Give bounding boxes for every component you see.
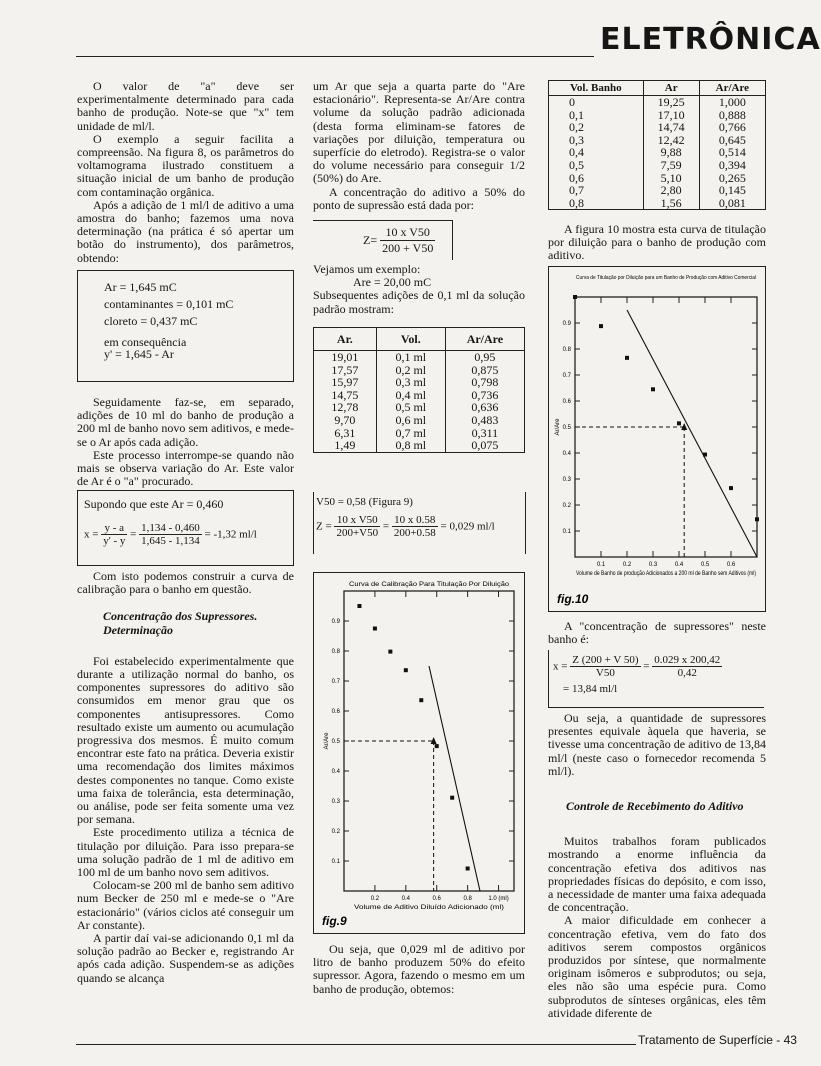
x-axis-label: Volume de Aditivo Diluído Adicionado (ml) [354, 905, 505, 911]
table-cell: 0,766 [699, 121, 765, 134]
column-3-lower [548, 712, 766, 1020]
table-row [549, 121, 766, 134]
table-cell: 2,80 [643, 184, 699, 197]
titration-table [313, 327, 525, 453]
data-point [755, 517, 759, 521]
paragraph: Este procedimento utiliza a técnica de titulação por diluição. Para isso prepara-se uma solução padrão de 1 ml de aditivo em 100 ml de um banho novo sem aditivos. [77, 825, 294, 880]
data-point [625, 356, 629, 360]
table-cell: 0,1 [549, 109, 644, 122]
numerator: 10 x V50 [334, 514, 380, 527]
paragraph: um Ar que seja a quarta parte do "Are estacionário". Representa-se Ar/Are contra volume da solução padrão adicionada (desta forma eliminam-se fatores de variações por diluição, temperatura ou superfície do eletrodo). Registra-se o valor do volume necessário para conseguir 1/2 (50%) do Are. [313, 79, 525, 186]
table-cell: 0,7 [549, 184, 644, 197]
numerator: 0.029 x 200,42 [654, 654, 721, 666]
x-tick-label: 0.3 [648, 562, 658, 568]
figure-caption: fig.9 [322, 914, 347, 928]
y-tick-label: 0.9 [331, 619, 340, 625]
table-cell: 5,10 [643, 172, 699, 185]
column-header: Vol. [376, 328, 445, 351]
y-tick-label: 0.1 [331, 859, 340, 865]
formula-box-x2 [548, 650, 764, 708]
figure-9 [313, 572, 525, 934]
table-cell: 0,95 [445, 351, 524, 364]
table-cell: 0,2 [549, 121, 644, 134]
data-point [419, 698, 423, 702]
formula-lhs: Z = [316, 520, 332, 533]
formula-lhs: x = [84, 528, 99, 541]
table-cell: 0,2 ml [376, 364, 445, 377]
paragraph: O exemplo a seguir facilita a compreensão. Na figura 8, os parâmetros do voltamograma ilustrado constituem a situação inicial de um banho de produção com contaminação orgânica. [77, 131, 294, 199]
column-1-mid [77, 396, 294, 488]
box-line: em consequência [104, 335, 187, 349]
table-cell: 1,56 [643, 197, 699, 210]
paragraph: Colocam-se 200 ml de banho sem aditivo num Becker de 250 ml e mede-se o "Are estacionário" (vários ciclos até conseguir um Ar constante). [77, 878, 294, 932]
y-tick-label: 0.5 [562, 425, 571, 431]
data-point [404, 668, 408, 672]
data-point [357, 604, 361, 608]
x-tick-label: 0.4 [674, 562, 684, 568]
y-tick-label: 0.9 [562, 321, 571, 327]
y-tick-label: 0.8 [331, 649, 340, 655]
paragraph: Ou seja, a quantidade de supressores presentes equivale àquela que haveria, se tivesse uma concentração de aditivo de 13,84 ml/l (neste caso o fornecedor recomenda 5 ml/l). [548, 711, 766, 778]
table-row [549, 96, 766, 109]
denominator: y' - y [103, 535, 126, 547]
table-cell: 0,1 ml [376, 351, 445, 364]
equals: = [130, 528, 137, 541]
table-cell: 0,483 [445, 414, 524, 427]
paragraph: O valor de "a" deve ser experimentalmente determinado para cada banho de produção. Note-se que "x" tem unidade de ml/l. [77, 79, 294, 133]
section-title-line: Concentração dos Supressores. [103, 609, 258, 624]
formula-box-z [313, 220, 453, 260]
production-table [548, 80, 766, 210]
data-point [651, 387, 655, 391]
x-tick-label: 0.8 [463, 896, 472, 902]
formula-box-v50 [313, 492, 526, 554]
figure-caption: fig.10 [557, 592, 589, 606]
paragraph: Subsequentes adições de 0,1 ml da solução padrão mostram: [313, 288, 525, 316]
column-3-mid [548, 620, 766, 646]
fraction [380, 225, 435, 256]
table-cell: 0,798 [445, 376, 524, 389]
data-point [450, 796, 454, 800]
fraction [652, 654, 722, 679]
table-cell: 0,5 ml [376, 401, 445, 414]
table-cell: 12,78 [314, 401, 377, 414]
paragraph: A figura 10 mostra esta curva de titulação por diluição para o banho de produção com aditivo. [548, 222, 766, 263]
table-cell: 0,3 [549, 134, 644, 147]
box-line: = 13,84 ml/l [563, 683, 618, 695]
section-title [77, 610, 294, 636]
table-row [549, 184, 766, 197]
paragraph: Após a adição de 1 ml/l de aditivo a uma amostra do banho; fazemos uma nova determinação (na prática é só apertar um botão do instrumento), dos parâmetros, obtendo: [77, 197, 294, 265]
equals: = [382, 520, 390, 533]
table-cell: 0,311 [445, 427, 524, 440]
x-tick-label: 0.6 [432, 896, 441, 902]
column-header: Vol. Banho [549, 81, 644, 96]
magazine-title: ELETRÔNICA [600, 22, 821, 57]
fraction [392, 514, 438, 539]
formula-box-x [77, 490, 294, 566]
table-cell: 0,8 ml [376, 439, 445, 452]
table-cell: 0,736 [445, 389, 524, 402]
formula [84, 522, 289, 547]
fraction [570, 654, 640, 679]
table-cell: 0,514 [699, 146, 765, 159]
box-line: Supondo que este Ar = 0,460 [84, 497, 224, 511]
fig9-chart [314, 573, 524, 933]
table-cell: 19,25 [643, 96, 699, 109]
table-cell: 0,875 [445, 364, 524, 377]
y-tick-label: 0.3 [562, 477, 571, 483]
y-tick-label: 0.1 [562, 529, 571, 535]
y-tick-label: 0.3 [331, 799, 340, 805]
column-3-top [548, 223, 766, 263]
x-tick-label: 0.4 [401, 896, 410, 902]
y-tick-label: 0.7 [562, 373, 571, 379]
data-point [677, 421, 681, 425]
formula-result: = 0,029 ml/l [440, 520, 495, 533]
denominator: V50 [595, 667, 615, 679]
paragraph: Are = 20,00 mC [353, 275, 432, 290]
numerator: Z (200 + V 50) [572, 654, 639, 666]
fraction [139, 522, 202, 547]
y-tick-label: 0.2 [331, 829, 340, 835]
table-cell: 0,645 [699, 134, 765, 147]
column-2-example [313, 263, 525, 316]
table-cell: 0,636 [445, 401, 524, 414]
x-tick-label: 0.1 [596, 562, 606, 568]
table-cell: 0,7 ml [376, 427, 445, 440]
box-line: V50 = 0,58 (Figura 9) [316, 496, 413, 508]
numerator: 1,134 - 0,460 [141, 522, 200, 534]
footer-text: Tratamento de Superfície - 43 [638, 1033, 797, 1047]
table-cell: 9,88 [643, 146, 699, 159]
result-box [77, 270, 294, 382]
column-2 [313, 80, 525, 212]
fraction [334, 514, 380, 539]
denominator: 200+0.58 [393, 527, 436, 539]
y-tick-label: 0.6 [562, 399, 571, 405]
table-cell: 0,8 [549, 197, 644, 210]
y-tick-label: 0.6 [331, 709, 340, 715]
fit-line [627, 310, 757, 557]
x-axis-label: Volume de Banho de produção Adicionados a 200 ml de Banho sem Aditivos (ml) [576, 571, 756, 577]
table-cell: 0,6 ml [376, 414, 445, 427]
paragraph: A "concentração de supressores" neste banho é: [548, 619, 766, 647]
table-row [314, 376, 525, 389]
table-cell: 0,5 [549, 159, 644, 172]
table-cell: 0,145 [699, 184, 765, 197]
x-tick-label: 1.0 (ml) [488, 896, 509, 902]
box-line: contaminantes = 0,101 mC [104, 297, 234, 311]
table-cell: 0,3 ml [376, 376, 445, 389]
y-tick-label: 0.7 [331, 679, 340, 685]
y-axis-label: Ar/Are [555, 418, 561, 436]
header-rule [76, 56, 594, 57]
data-point [466, 867, 470, 871]
numerator: 10 x V50 [380, 225, 435, 241]
column-1 [77, 80, 294, 265]
column-header: Ar [643, 81, 699, 96]
data-point [573, 295, 577, 299]
paragraph: Ou seja, que 0,029 ml de aditivo por litro de banho produzem 50% do efeito supressor. Agora, fazendo o mesmo em um banho de produção, obtemos: [313, 942, 525, 996]
chart-title: Curva de Titulação por Diluição para um Banho de Produção com Aditivo Comercial [576, 275, 756, 281]
table-row [549, 159, 766, 172]
chart-title: Curva de Calibração Para Titulação Por Diluição [349, 581, 510, 588]
paragraph: Muitos trabalhos foram publicados mostrando a enorme influência da concentração efetiva dos aditivos nas propriedades físicas do depósito, e com isso, a necessidade de manter uma faixa adequada de concentração. [548, 834, 766, 915]
formula-lhs: x = [553, 660, 568, 673]
denominator: 0,42 [677, 667, 697, 679]
table-cell: 1,000 [699, 96, 765, 109]
footer-rule [76, 1044, 636, 1045]
table-cell: 0,075 [445, 439, 524, 452]
paragraph: A concentração do aditivo a 50% do ponto de supressão está dada por: [313, 184, 525, 212]
table-cell: 17,10 [643, 109, 699, 122]
box-line: cloreto = 0,437 mC [104, 314, 198, 328]
paragraph: Este processo interrompe-se quando não mais se observa variação do Ar. Este valor de Ar é o "a" procurado. [77, 447, 294, 489]
column-header: Ar/Are [445, 328, 524, 351]
table-cell: 0,888 [699, 109, 765, 122]
section-title-line: Determinação [103, 622, 173, 637]
y-tick-label: 0.2 [562, 503, 571, 509]
column-header: Ar/Are [699, 81, 765, 96]
paragraph: Foi estabelecido experimentalmente que durante a utilização normal do banho, os componentes supressores do aditivo são consumidos em menor grau que os componentes antisupressores. Como resultado existe um aumento ou acumulação progressiva dos mesmos. É muito comum encontrar este fato na prática. Deveria existir uma recomendação dos limites máximos destes componentes no tanque. Como existe uma faixa de tolerância, esta determinação, ou análise, pode ser feita somente uma vez por semana. [77, 653, 294, 827]
paragraph: A partir daí vai-se adicionando 0,1 ml da solução padrão ao Becker e, registrando Ar após cada adição. Suspendem-se as adições quando se alcança [77, 931, 294, 985]
denominator: 1,645 - 1,134 [141, 535, 200, 547]
denominator: 200+V50 [336, 527, 379, 539]
data-point [388, 650, 392, 654]
paragraph: Com isto podemos construir a curva de calibração para o banho em questão. [77, 569, 294, 597]
denominator: 200 + V50 [382, 241, 434, 255]
formula-result: = -1,32 ml/l [204, 528, 257, 541]
table-cell: 19,01 [314, 351, 377, 364]
table-cell: 7,59 [643, 159, 699, 172]
y-tick-label: 0.5 [331, 739, 340, 745]
y-tick-label: 0.8 [562, 347, 571, 353]
table-row [314, 351, 525, 364]
paragraph: Seguidamente faz-se, em separado, adições de 10 ml do banho de produção a 200 ml de banho novo sem aditivos, e mede-se o Ar após cada adição. [77, 395, 294, 449]
column-1-lower [77, 570, 294, 985]
fraction [101, 522, 127, 547]
x-tick-label: 0.2 [622, 562, 632, 568]
data-point [599, 324, 603, 328]
x-tick-label: 0.2 [370, 896, 380, 902]
table-cell: 0,6 [549, 172, 644, 185]
table-row [549, 197, 766, 210]
table-cell: 6,31 [314, 427, 377, 440]
fig10-chart [549, 267, 765, 611]
table-cell: 14,75 [314, 389, 377, 402]
y-tick-label: 0.4 [331, 769, 340, 775]
data-point [435, 744, 439, 748]
table-cell: 0,081 [699, 197, 765, 210]
table-row [314, 414, 525, 427]
paragraph: A maior dificuldade em conhecer a concentração efetiva, vem do fato dos aditivos serem compostos orgânicos produzidos por síntese, que normalmente originam isômeros e subprodutos; ou seja, eles não são uma espécie pura. Como subprodutos de sínteses orgânicas, eles têm atividade diferente de [548, 913, 766, 1020]
formula-lhs: Z= [363, 233, 378, 247]
table-cell: 12,42 [643, 134, 699, 147]
figure-10 [548, 266, 766, 612]
column-2-lower [313, 943, 525, 996]
numerator: 10 x 0.58 [392, 514, 438, 527]
data-point [729, 486, 733, 490]
table-cell: 0,394 [699, 159, 765, 172]
table-cell: 9,70 [314, 414, 377, 427]
table-row [314, 439, 525, 452]
table-cell: 15,97 [314, 376, 377, 389]
y-axis-label: Ar/Are [324, 732, 330, 750]
table-cell: 1,49 [314, 439, 377, 452]
numerator: y - a [101, 522, 127, 535]
paragraph: Vejamos um exemplo: [313, 262, 421, 276]
fit-line [429, 666, 480, 891]
column-header: Ar. [314, 328, 377, 351]
table-cell: 0,4 ml [376, 389, 445, 402]
x-tick-label: 0.6 [726, 562, 736, 568]
box-line: y' = 1,645 - Ar [104, 347, 174, 361]
x-tick-label: 0.5 [700, 562, 710, 568]
equals: = [643, 660, 650, 673]
table-cell: 14,74 [643, 121, 699, 134]
table-cell: 0,4 [549, 146, 644, 159]
table-cell: 0 [549, 96, 644, 109]
y-tick-label: 0.4 [562, 451, 571, 457]
section-title: Controle de Recebimento do Aditivo [566, 799, 744, 814]
table-cell: 0,265 [699, 172, 765, 185]
data-point [373, 627, 377, 631]
box-line: Ar = 1,645 mC [104, 280, 177, 294]
table-cell: 17,57 [314, 364, 377, 377]
